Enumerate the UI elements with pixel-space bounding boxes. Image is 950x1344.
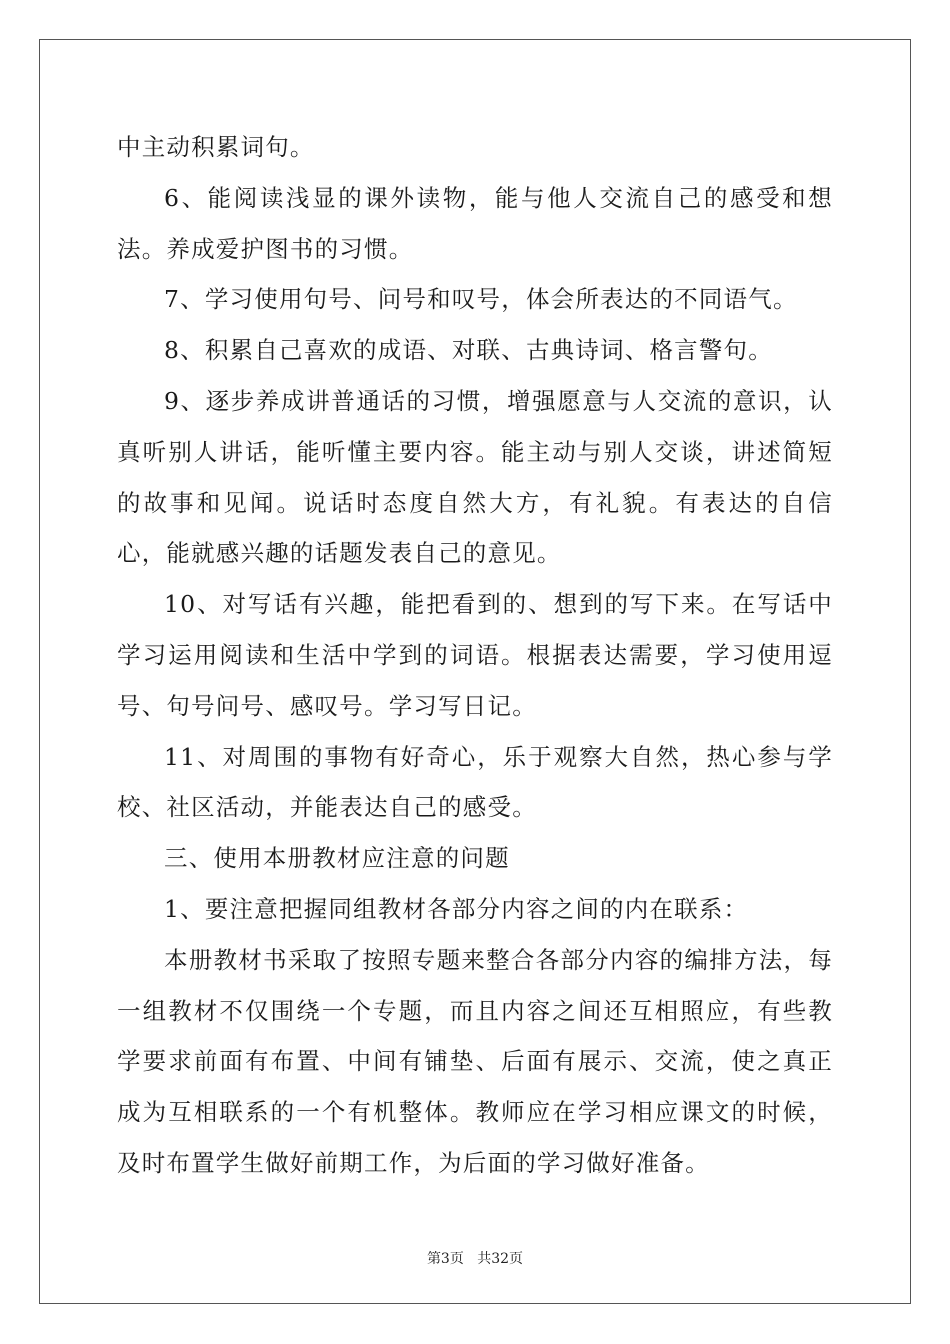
paragraph: 中主动积累词句。 xyxy=(117,133,315,161)
paragraph: 1、要注意把握同组教材各部分内容之间的内在联系： xyxy=(164,894,749,923)
paragraph: 6、能阅读浅显的课外读物，能与他人交流自己的感受和想法。养成爱护图书的习惯。 xyxy=(117,183,833,263)
paragraph: 11、对周围的事物有好奇心，乐于观察大自然，热心参与学校、社区活动，并能表达自己的感受。 xyxy=(117,742,833,822)
page-footer xyxy=(0,1248,950,1268)
section-heading: 三、使用本册教材应注意的问题 xyxy=(164,844,510,873)
page-total: 共32页 xyxy=(477,1251,524,1267)
paragraph: 9、逐步养成讲普通话的习惯，增强愿意与人交流的意识，认真听别人讲话，能听懂主要内容。能主动与别人交谈，讲述简短的故事和见闻。说话时态度自然大方，有礼貌。有表达的自信心，能就感兴趣的话题发表自己的意见。 xyxy=(117,386,833,568)
page-number: 第3页 xyxy=(426,1251,464,1267)
paragraph: 10、对写话有兴趣，能把看到的、想到的写下来。在写话中学习运用阅读和生活中学到的词语。根据表达需要，学习使用逗号、句号问号、感叹号。学习写日记。 xyxy=(117,590,833,720)
paragraph: 7、学习使用句号、问号和叹号，体会所表达的不同语气。 xyxy=(164,285,798,314)
document-body xyxy=(117,122,833,1189)
paragraph: 本册教材书采取了按照专题来整合各部分内容的编排方法，每一组教材不仅围绕一个专题，而且内容之间还互相照应，有些教学要求前面有布置、中间有铺垫、后面有展示、交流，使之真正成为互相联系的一个有机整体。教师应在学习相应课文的时候，及时布置学生做好前期工作，为后面的学习做好准备。 xyxy=(117,945,833,1177)
paragraph: 8、积累自己喜欢的成语、对联、古典诗词、格言警句。 xyxy=(164,336,773,365)
